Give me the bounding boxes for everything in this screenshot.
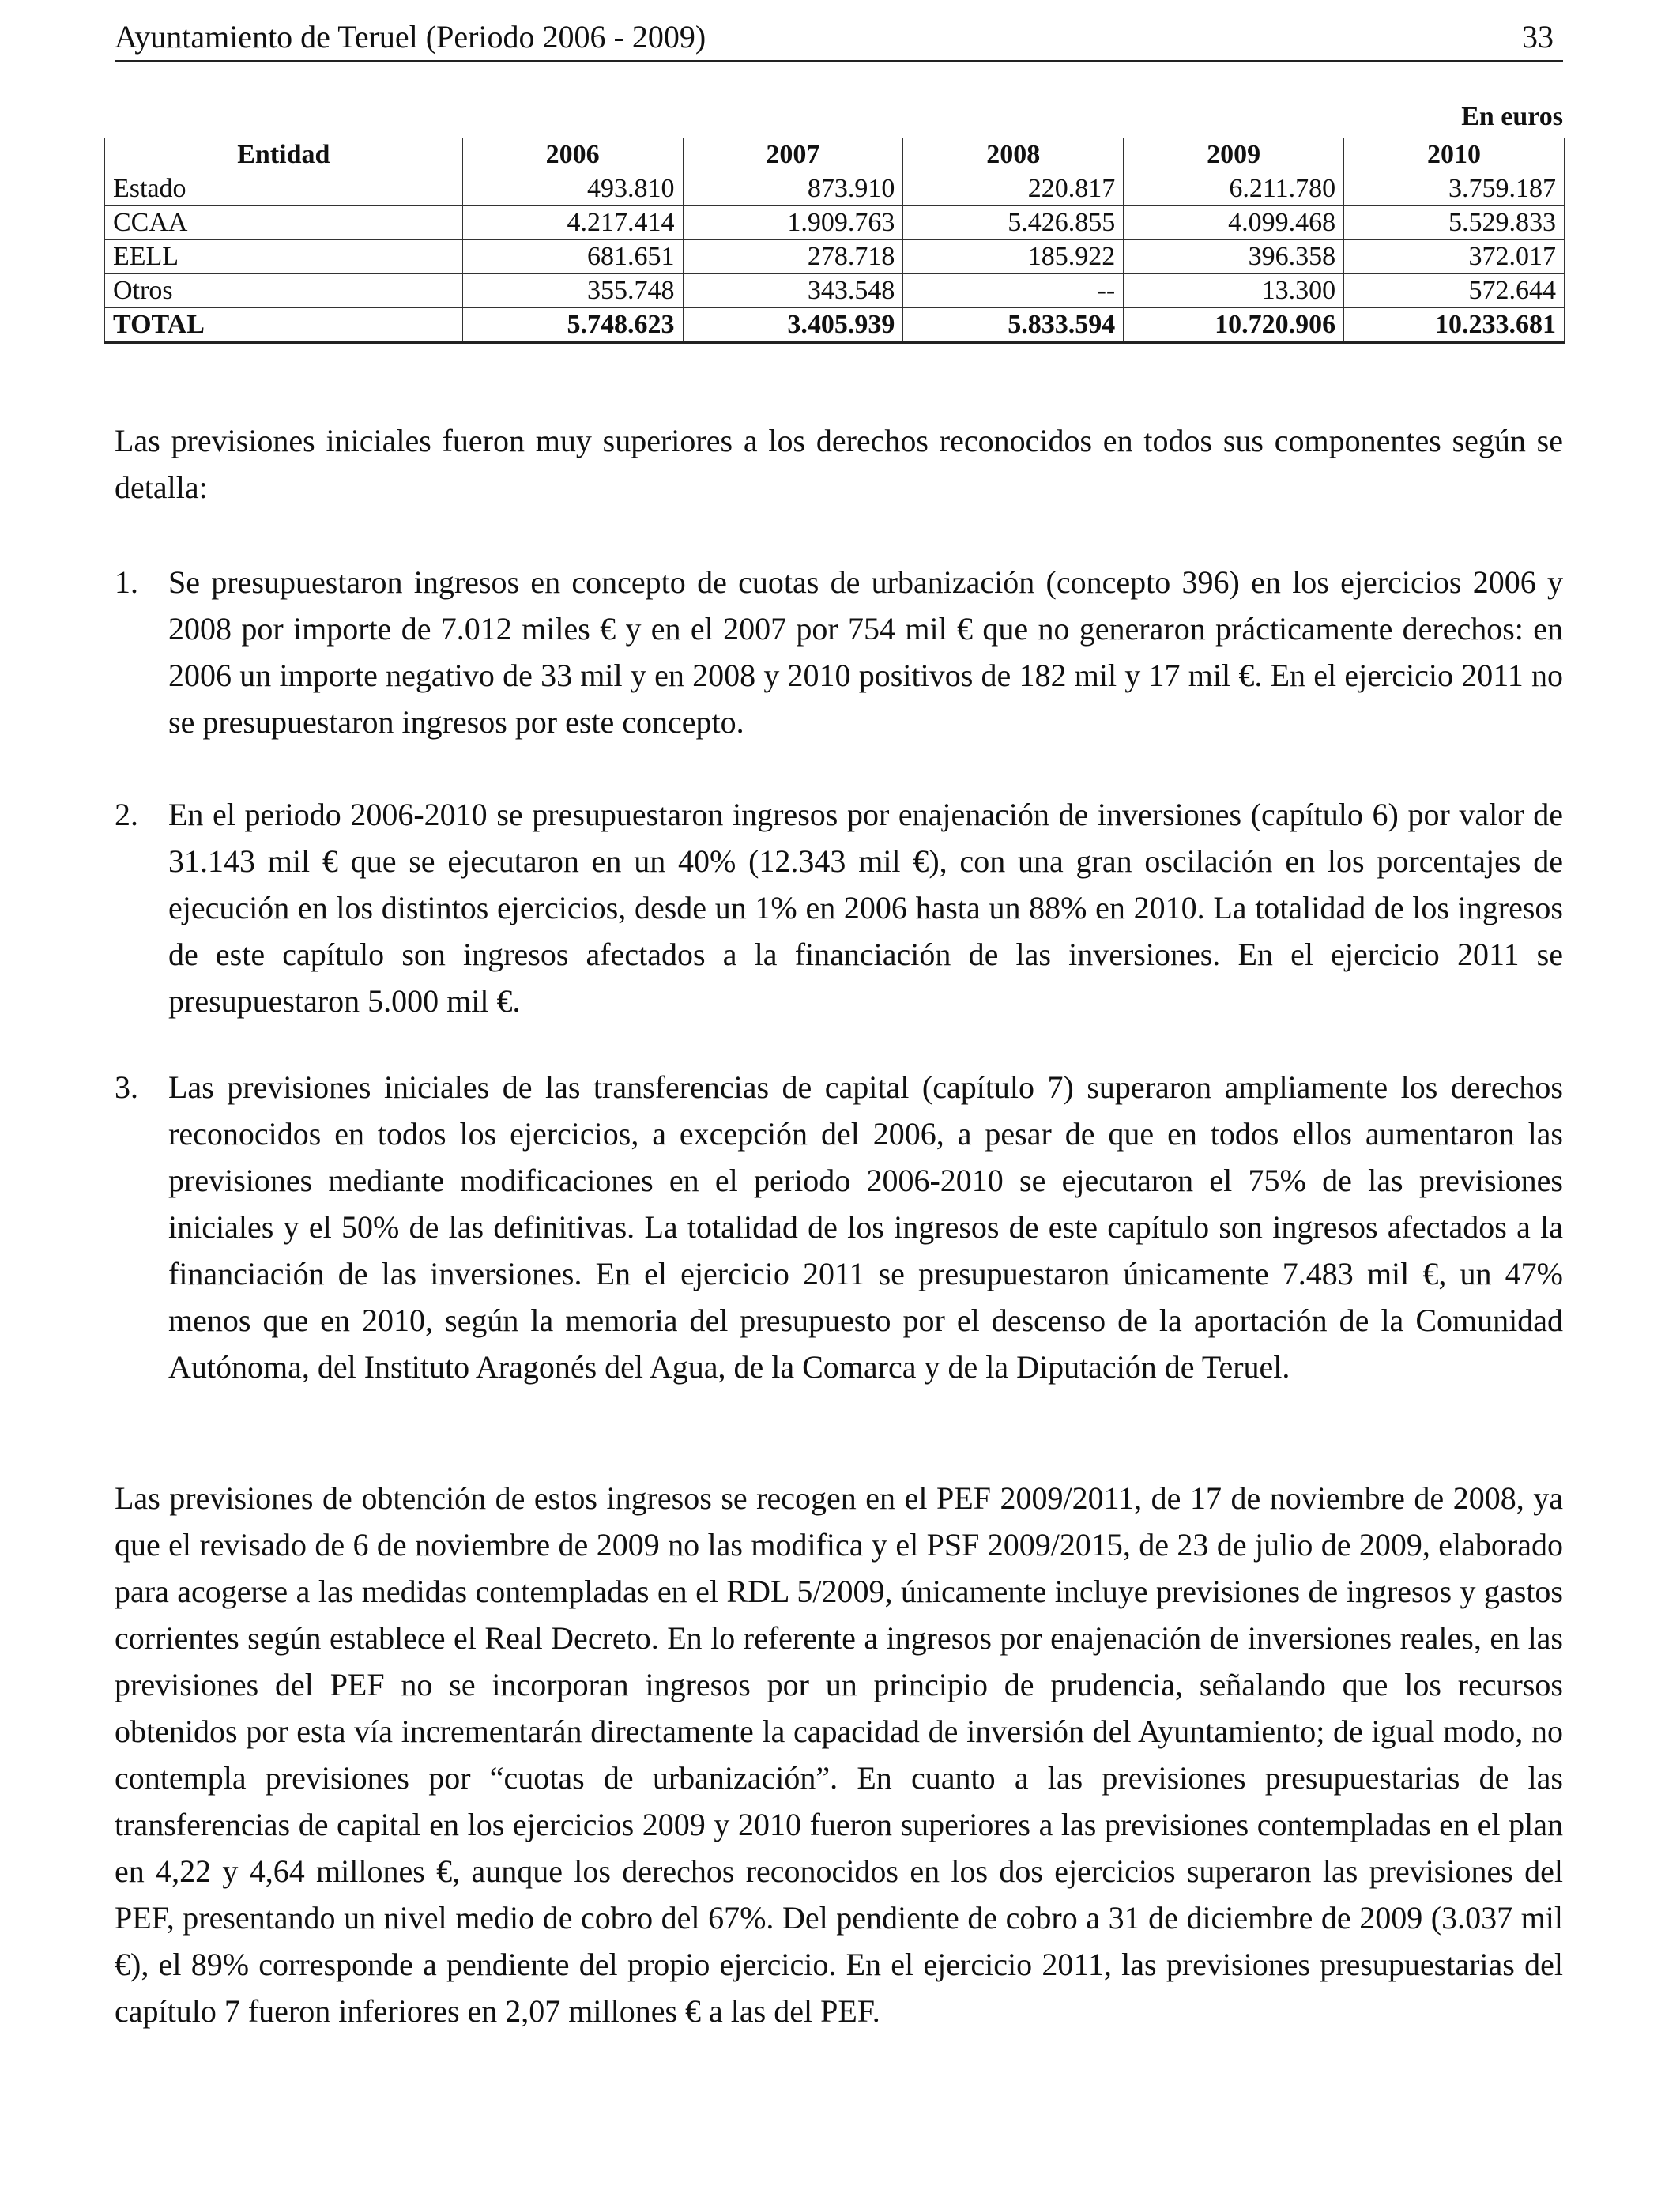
table-cell: 343.548 (683, 274, 903, 308)
list-item-text: Las previsiones iniciales de las transferencias de capital (capítulo 7) superaron ampliamente los derechos reconocidos en todos los ejercicios, a excepción del 2006, a pesar de que en todos ellos aumentaron las previsiones mediante modificaciones en el periodo 2006-2010 se ejecutaron el 75% de las previsiones iniciales y el 50% de las definitivas. La totalidad de los ingresos de este capítulo son ingresos afectados a la financiación de las inversiones. En el ejercicio 2011 se presupuestaron únicamente 7.483 mil €, un 47% menos que en 2010, según la memoria del presupuesto por el descenso de la aportación de la Comunidad Autónoma, del Instituto Aragonés del Agua, de la Comarca y de la Diputación de Teruel. (168, 1069, 1563, 1385)
table-cell: 10.233.681 (1344, 308, 1565, 343)
column-header: 2008 (903, 138, 1124, 172)
list-item-text: Se presupuestaron ingresos en concepto de cuotas de urbanización (concepto 396) en los ejercicios 2006 y 2008 por importe de 7.012 miles € y en el 2007 por 754 mil € que no generaron prácticamente derechos: en 2006 un importe negativo de 33 mil y en 2008 y 2010 positivos de 182 mil y 17 mil €. En el ejercicio 2011 no se presupuestaron ingresos por este concepto. (168, 564, 1563, 740)
table-cell: 5.529.833 (1344, 206, 1565, 240)
table-cell: 10.720.906 (1124, 308, 1344, 343)
table-cell: 5.426.855 (903, 206, 1124, 240)
table-cell: CCAA (105, 206, 463, 240)
table-cell: EELL (105, 240, 463, 274)
list-item (115, 1064, 1563, 1390)
table-cell: 220.817 (903, 172, 1124, 206)
table-cell: 355.748 (462, 274, 683, 308)
list-item-number: 3. (115, 1069, 138, 1105)
page-header (115, 14, 1563, 62)
transfers-table (104, 138, 1565, 344)
table-cell: Otros (105, 274, 463, 308)
list-item (115, 791, 1563, 1024)
table-cell: 4.099.468 (1124, 206, 1344, 240)
list-item (115, 559, 1563, 745)
table-cell: 681.651 (462, 240, 683, 274)
table-cell: 13.300 (1124, 274, 1344, 308)
table-cell: 873.910 (683, 172, 903, 206)
table-total-row (105, 308, 1565, 343)
column-header: 2009 (1124, 138, 1344, 172)
table-row (105, 206, 1565, 240)
table-cell: 5.833.594 (903, 308, 1124, 343)
table-cell: 572.644 (1344, 274, 1565, 308)
intro-paragraph: Las previsiones iniciales fueron muy superiores a los derechos reconocidos en todos sus componentes según se detalla: (115, 423, 1563, 505)
list-item-number: 2. (115, 797, 138, 832)
table-cell: 3.405.939 (683, 308, 903, 343)
page-number: 33 (1522, 19, 1554, 55)
column-header: 2006 (462, 138, 683, 172)
table-cell: 493.810 (462, 172, 683, 206)
table-cell: 1.909.763 (683, 206, 903, 240)
header-title: Ayuntamiento de Teruel (Periodo 2006 - 2009) (115, 19, 706, 55)
column-header: Entidad (105, 138, 463, 172)
table-cell: -- (903, 274, 1124, 308)
column-header: 2007 (683, 138, 903, 172)
table-header-row (105, 138, 1565, 172)
table-cell: 4.217.414 (462, 206, 683, 240)
table-cell: 185.922 (903, 240, 1124, 274)
table-units-label: En euros (1461, 102, 1563, 131)
table-cell: 372.017 (1344, 240, 1565, 274)
table-cell: 278.718 (683, 240, 903, 274)
table-cell: 6.211.780 (1124, 172, 1344, 206)
column-header: 2010 (1344, 138, 1565, 172)
table-row (105, 240, 1565, 274)
table-row (105, 172, 1565, 206)
closing-paragraph: Las previsiones de obtención de estos ingresos se recogen en el PEF 2009/2011, de 17 de noviembre de 2008, ya que el revisado de 6 de noviembre de 2009 no las modifica y el PSF 2009/2015, de 23 de julio de 2009, elaborado para acogerse a las medidas contempladas en el RDL 5/2009, únicamente incluye previsiones de ingresos y gastos corrientes según establece el Real Decreto. En lo referente a ingresos por enajenación de inversiones reales, en las previsiones del PEF no se incorporan ingresos por un principio de prudencia, señalando que los recursos obtenidos por esta vía incrementarán directamente la capacidad de inversión del Ayuntamiento; de igual modo, no contempla previsiones por “cuotas de urbanización”. En cuanto a las previsiones presupuestarias de las transferencias de capital en los ejercicios 2009 y 2010 fueron superiores a las previsiones contempladas en el plan en 4,22 y 4,64 millones €, aunque los derechos reconocidos en los dos ejercicios superaron las previsiones del PEF, presentando un nivel medio de cobro del 67%. Del pendiente de cobro a 31 de diciembre de 2009 (3.037 mil €), el 89% corresponde a pendiente del propio ejercicio. En el ejercicio 2011, las previsiones presupuestarias del capítulo 7 fueron inferiores en 2,07 millones € a las del PEF. (115, 1480, 1563, 2029)
list-item-number: 1. (115, 564, 138, 600)
table-row (105, 274, 1565, 308)
table-cell: 5.748.623 (462, 308, 683, 343)
table-cell: TOTAL (105, 308, 463, 343)
table-cell: Estado (105, 172, 463, 206)
list-item-text: En el periodo 2006-2010 se presupuestaron ingresos por enajenación de inversiones (capítulo 6) por valor de 31.143 mil € que se ejecutaron en un 40% (12.343 mil €), con una gran oscilación en los porcentajes de ejecución en los distintos ejercicios, desde un 1% en 2006 hasta un 88% en 2010. La totalidad de los ingresos de este capítulo son ingresos afectados a la financiación de las inversiones. En el ejercicio 2011 se presupuestaron 5.000 mil €. (168, 797, 1563, 1019)
table-cell: 3.759.187 (1344, 172, 1565, 206)
table-cell: 396.358 (1124, 240, 1344, 274)
